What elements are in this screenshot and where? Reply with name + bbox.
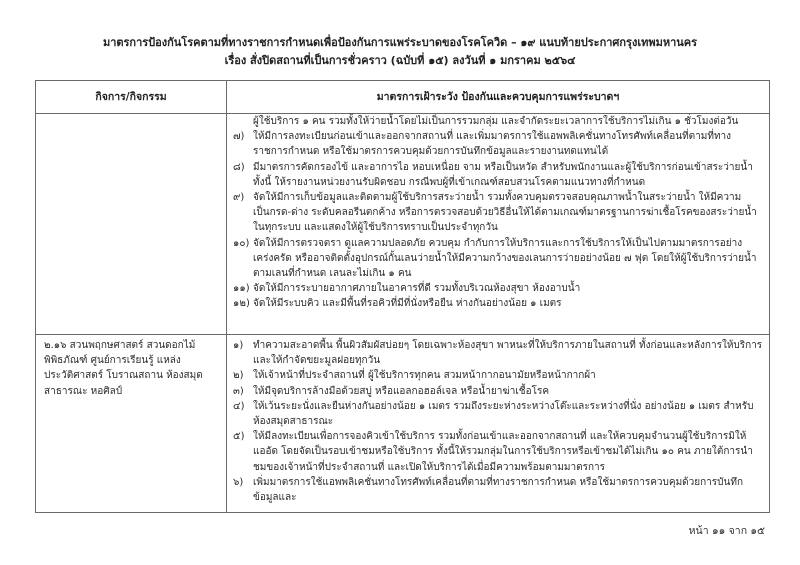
- measure-number: ๒): [233, 370, 244, 382]
- measure-number: ๙): [233, 192, 245, 204]
- measure-number: ๑๐): [233, 237, 250, 249]
- measure-number: ๓): [233, 385, 244, 397]
- document-title-line-2: เรื่อง สั่งปิดสถานที่เป็นการชั่วคราว (ฉบับที่ ๑๕) ลงวันที่ ๑ มกราคม ๒๕๖๔: [224, 54, 576, 67]
- measure-item: [233, 129, 763, 159]
- measure-text: จัดให้มีการเก็บข้อมูลและติดตามผู้ใช้บริการสระว่ายน้ำ รวมทั้งควบคุมตรวจสอบคุณภาพน้ำในสระว่ายน้ำ ให้มีความเป็นกรด-ด่าง ระดับคลอรีนตกค้าง หรือการตรวจสอบด้วยวิธีอื่นให้ได้ตามเกณฑ์มาตรฐานการฆ่าเชื้อโรคของสระว่ายน้ำในทุกระบบ และแสดงให้ผู้ใช้บริการทราบเป็นประจำทุกวัน: [253, 192, 757, 234]
- row-divider: [36, 334, 769, 335]
- measure-number: ๗): [233, 131, 245, 143]
- measure-text: ทำความสะอาดพื้น พื้นผิวสัมผัสบ่อยๆ โดยเฉพาะห้องสุขา พาหนะที่ให้บริการภายในสถานที่ ทั้งก่อนและหลังการให้บริการ และให้กำจัดขยะมูลฝอยทุกวัน: [253, 340, 763, 367]
- measure-item: [233, 475, 763, 505]
- measure-text: ให้เว้นระยะนั่งและยืนห่างกันอย่างน้อย ๑ เมตร รวมถึงระยะห่างระหว่างโต๊ะและระหว่างที่นั่ง อย่างน้อย ๑ เมตร สำหรับห้องสมุดสาธารณะ: [253, 400, 754, 428]
- measure-text: ให้เจ้าหน้าที่ประจำสถานที่ ผู้ใช้บริการทุกคน สวมหน้ากากอนามัยหรือหน้ากากผ้า: [253, 370, 596, 382]
- measure-number: ๑): [233, 340, 244, 351]
- measure-number: ๑๑): [233, 283, 250, 295]
- measure-item: [233, 338, 763, 368]
- measure-text: จัดให้มีการระบายอากาศภายในอาคารที่ดี รวมทั้งบริเวณห้องสุขา ห้องอาบน้ำ: [253, 283, 581, 295]
- measure-item: [233, 399, 763, 429]
- measure-number: ๑๒): [233, 298, 250, 310]
- page-number: หน้า ๑๑ จาก ๑๕: [688, 525, 765, 537]
- measure-text: ให้มีการลงทะเบียนก่อนเข้าและออกจากสถานที่ และเพิ่มมาตรการใช้แอพพลิเคชั่นทางโทรศัพท์เคลื่อนที่ตามที่ทางราชการกำหนด หรือใช้มาตรการควบคุมด้วยการบันทึกข้อมูลและรายงานทดแทนได้: [253, 131, 732, 158]
- measure-number: ๘): [233, 161, 245, 173]
- row1-measures: [233, 114, 763, 312]
- measure-item: [233, 384, 763, 399]
- measure-item: [233, 190, 763, 236]
- document-title-line-1: มาตรการป้องกันโรคตามที่ทางราชการกำหนดเพื่อป้องกันการแพร่ระบาดของโรคโควิด – ๑๙ แนบท้ายประกาศกรุงเทพมหานคร: [102, 36, 698, 49]
- measure-number: ๖): [233, 476, 244, 488]
- measure-text: มีมาตรการคัดกรองไข้ และอาการไอ หอบเหนื่อย จาม หรือเป็นหวัด สำหรับพนักงานและผู้ใช้บริการก่อนเข้าสระว่ายน้ำ ทั้งนี้ ให้รายงานหน่วยงานรับผิดชอบ กรณีพบผู้ที่เข้าเกณฑ์สอบสวนโรคตามแนวทางที่กำหนด: [253, 161, 753, 188]
- row1-continuation-text: ผู้ใช้บริการ ๑ คน รวมทั้งให้ว่ายน้ำโดยไม่เป็นการรวมกลุ่ม และจำกัดระยะเวลาการใช้บริการไม่เกิน ๑ ชั่วโมงต่อวัน: [253, 116, 739, 127]
- measure-item: [233, 296, 763, 311]
- measure-text: จัดให้มีการตรวจตรา ดูแลความปลอดภัย ควบคุม กำกับการให้บริการและการใช้บริการให้เป็นไปตามมาตรการอย่างเคร่งครัด หรืออาจติดตั้งอุปกรณ์กั้นเลนว่ายน้ำให้มีความกว้างของเลนการว่ายอย่างน้อย ๗ ฟุต โดยให้ผู้ใช้บริการว่ายน้ำตามเลนที่กำหนด เลนละไม่เกิน ๑ คน: [253, 237, 757, 280]
- header-measures: มาตรการเฝ้าระวัง ป้องกันและควบคุมการแพร่ระบาดฯ: [376, 91, 620, 103]
- measure-item: [233, 368, 763, 383]
- column-divider: [226, 81, 227, 512]
- measure-number: ๕): [233, 431, 245, 443]
- measure-item: [233, 429, 763, 475]
- measure-item: [233, 236, 763, 282]
- header-activity: กิจการ/กิจกรรม: [95, 91, 167, 103]
- measure-item: [233, 281, 763, 296]
- measure-text: ให้มีจุดบริการล้างมือด้วยสบู่ หรือแอลกอฮอล์เจล หรือน้ำยาฆ่าเชื้อโรค: [253, 385, 550, 397]
- measure-text: ให้มีลงทะเบียนเพื่อการจองคิวเข้าใช้บริการ รวมทั้งก่อนเข้าและออกจากสถานที่ และให้ควบคุมจำนวนผู้ใช้บริการมิให้แออัด โดยจัดเป็นรอบเข้าชมหรือใช้บริการ ทั้งนี้ให้รวมกลุ่มในการใช้บริการหรือเข้าชมได้ไม่เกิน ๑๐ คน ภายใต้การนำชมของเจ้าหน้าที่ประจำสถานที่ และเปิดให้บริการได้เมื่อมีความพร้อมตามมาตรการ: [253, 431, 753, 473]
- row2-measures: [233, 338, 763, 505]
- measure-item: [233, 160, 763, 190]
- measure-text: จัดให้มีระบบคิว และมีพื้นที่รอคิวที่มีที่นั่งหรือยืน ห่างกันอย่างน้อย ๑ เมตร: [253, 298, 562, 310]
- row2-activity: ๒.๑๖ สวนพฤกษศาสตร์ สวนดอกไม้ พิพิธภัณฑ์ ศูนย์การเรียนรู้ แหล่งประวัติศาสตร์ โบราณสถาน ห้องสมุดสาธารณะ หอศิลป์: [44, 340, 203, 397]
- measure-number: ๔): [233, 400, 245, 412]
- measures-table: [35, 80, 770, 513]
- measure-text: เพิ่มมาตรการใช้แอพพลิเคชั่นทางโทรศัพท์เคลื่อนที่ตามที่ทางราชการกำหนด หรือใช้มาตรการควบคุมด้วยการบันทึกข้อมูลและ: [253, 476, 743, 504]
